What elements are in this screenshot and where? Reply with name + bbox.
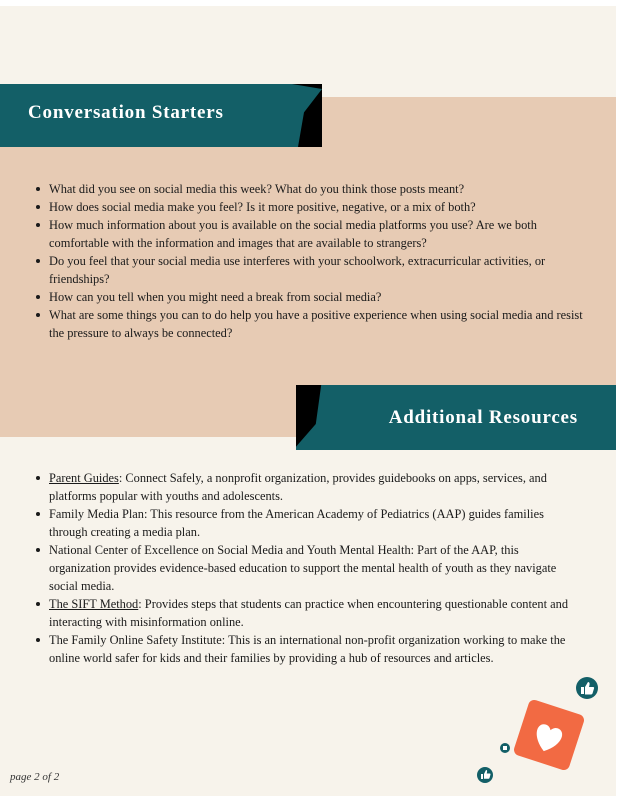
list-item: Family Media Plan: This resource from the American Academy of Pediatrics (AAP) guides families through creating a media plan. [49,505,581,541]
resources-header-banner [296,385,616,450]
page-number: page 2 of 2 [10,771,60,783]
thumbs-up-icon [576,677,598,699]
list-item: The Family Online Safety Institute: This is an international non-profit organization working to make the online world safer for kids and their families by providing a hub of resources and articles. [49,631,581,667]
starters-heading: Conversation Starters [28,102,224,123]
resources-list [0,469,581,667]
parent-guides-link[interactable]: Parent Guides [49,471,119,485]
social-reactions-decoration [470,670,610,790]
list-item: The SIFT Method: Provides steps that students can practice when encountering questionable content and interacting with misinformation online. [49,595,581,631]
list-item: How can you tell when you might need a break from social media? [49,288,594,306]
list-item: How does social media make you feel? Is it more positive, negative, or a mix of both? [49,198,594,216]
starters-header-banner [0,84,322,147]
list-item: Do you feel that your social media use interferes with your schoolwork, extracurricular activities, or friendships? [49,252,594,288]
list-item: What did you see on social media this week? What do you think those posts meant? [49,180,594,198]
resources-heading: Additional Resources [388,407,578,428]
list-item: Parent Guides: Connect Safely, a nonprofit organization, provides guidebooks on apps, services, and platforms popular with youths and adolescents. [49,469,581,505]
list-item: How much information about you is available on the social media platforms you use? Are we both comfortable with the information and images that are available to strangers? [49,216,594,252]
starters-list [0,180,594,342]
heart-icon [512,698,585,771]
sift-method-link[interactable]: The SIFT Method [49,597,139,611]
list-item: What are some things you can to do help you have a positive experience when using social media and resist the pressure to always be connected? [49,306,594,342]
list-item: National Center of Excellence on Social Media and Youth Mental Health: Part of the AAP, this organization provides evidence-based education to support the mental health of youth as they navigate social media. [49,541,581,595]
thumbs-up-icon [500,743,510,753]
thumbs-up-icon [477,767,493,783]
